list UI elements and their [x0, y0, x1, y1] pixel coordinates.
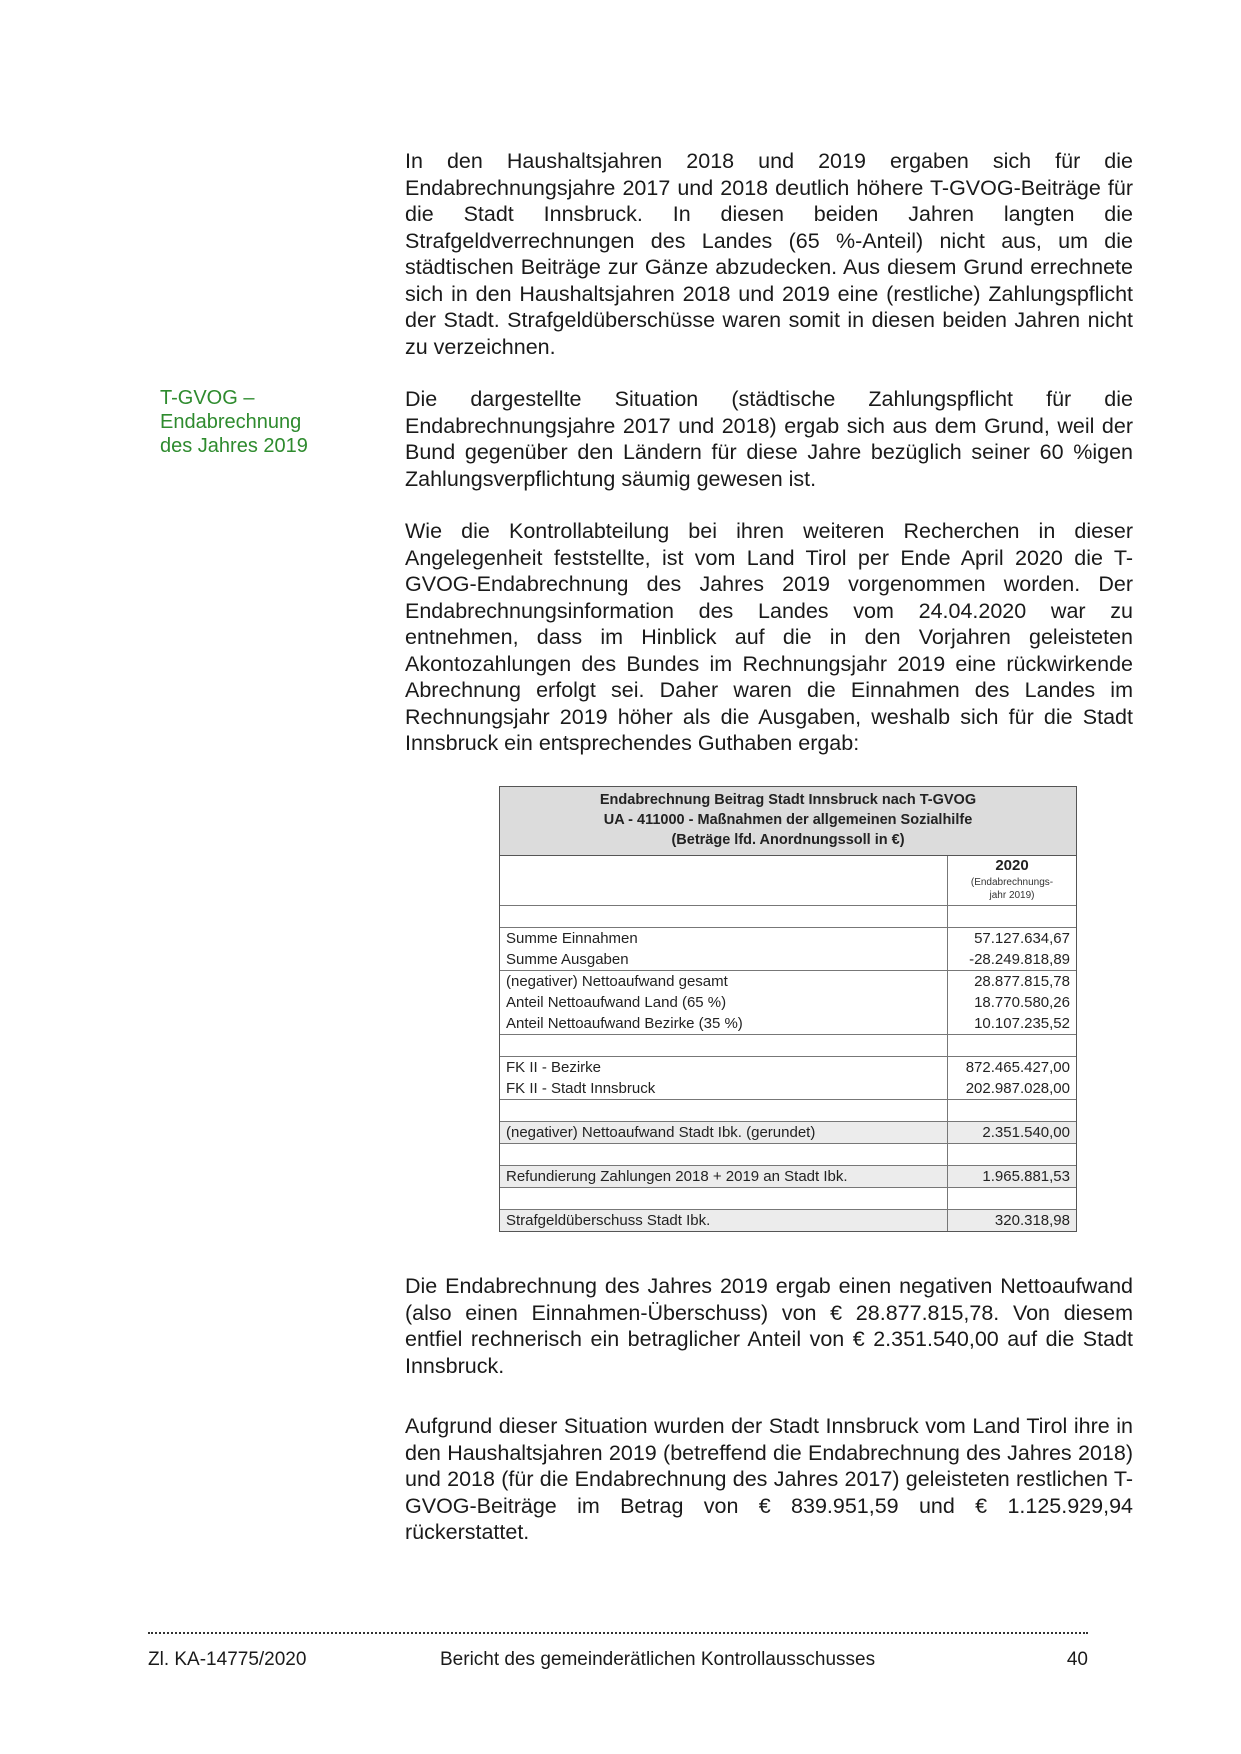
report-title: Bericht des gemeinderätlichen Kontrollausschusses: [440, 1649, 876, 1670]
table-title-line: UA - 411000 - Maßnahmen der allgemeinen Sozialhilfe: [603, 812, 973, 828]
row-label: FK II - Bezirke: [506, 1059, 602, 1076]
row-label: Summe Einnahmen: [506, 930, 638, 947]
row-label: Summe Ausgaben: [506, 951, 629, 968]
spacer-row: [500, 906, 1076, 928]
row-value: 1.965.881,53: [982, 1168, 1070, 1185]
row-value: 10.107.235,52: [974, 1015, 1070, 1032]
margin-note-line: des Jahres 2019: [160, 435, 308, 457]
header-label-cell: [500, 856, 948, 905]
row-label: Anteil Nettoaufwand Bezirke (35 %): [506, 1015, 743, 1032]
settlement-table: [499, 786, 1077, 1232]
table-row: [500, 1057, 1076, 1100]
page-number: 40: [1066, 1649, 1088, 1670]
row-label: FK II - Stadt Innsbruck: [506, 1080, 656, 1097]
year-label: 2020: [995, 857, 1029, 874]
table-row: [500, 928, 1076, 971]
year-sub-label: jahr 2019): [989, 890, 1035, 901]
row-label: (negativer) Nettoaufwand Stadt Ibk. (gerundet): [506, 1124, 816, 1141]
paragraph-3: Wie die Kontrollabteilung bei ihren weiteren Recherchen in dieser Angelegenheit feststellte, ist vom Land Tirol per Ende April 2020 die T-GVOG-Endabrechnung des Jahres 2019 vorgenommen worden. Der Endabrechnungsinformation des Landes vom 24.04.2020 war zu entnehmen, dass im Hinblick auf die in den Vorjahren geleisteten Akontozahlungen des Bundes im Rechnungsjahr 2019 eine rückwirkende Abrechnung erfolgt sei. Daher waren die Einnahmen des Landes im Rechnungsjahr 2019 höher als die Ausgaben, weshalb sich für die Stadt Innsbruck ein entsprechendes Guthaben ergab:: [405, 519, 1133, 755]
table-header-row: [500, 856, 1076, 906]
spacer-row: [500, 1188, 1076, 1210]
year-sub-label: (Endabrechnungs-: [970, 877, 1054, 888]
spacer-row: [500, 1144, 1076, 1166]
row-value: -28.249.818,89: [969, 951, 1070, 968]
row-value: 57.127.634,67: [974, 930, 1070, 947]
row-value: 320.318,98: [994, 1212, 1070, 1229]
year-header-cell: [948, 856, 1076, 905]
spacer-row: [500, 1100, 1076, 1122]
paragraph-4: Die Endabrechnung des Jahres 2019 ergab einen negativen Nettoaufwand (also einen Einnahmen-Überschuss) von € 28.877.815,78. Von diesem entfiel rechnerisch ein betraglicher Anteil von € 2.351.540,00 auf die Stadt Innsbruck.: [405, 1274, 1133, 1378]
paragraph-1: In den Haushaltsjahren 2018 und 2019 ergaben sich für die Endabrechnungsjahre 2017 und 2018 deutlich höhere T-GVOG-Beiträge für die Stadt Innsbruck. In diesen beiden Jahren langten die Strafgeldverrechnungen des Landes (65 %-Anteil) nicht aus, um die städtischen Beiträge zur Gänze abzudecken. Aus diesem Grund errechnete sich in den Haushaltsjahren 2018 und 2019 eine (restliche) Zahlungspflicht der Stadt. Strafgeldüberschüsse waren somit in diesen beiden Jahren nicht zu verzeichnen.: [405, 149, 1133, 359]
footer-divider: [148, 1626, 1088, 1634]
row-label: Strafgeldüberschuss Stadt Ibk.: [506, 1212, 711, 1229]
margin-note: [160, 386, 350, 458]
paragraph-2: Die dargestellte Situation (städtische Zahlungspflicht für die Endabrechnungsjahre 2017 und 2018) ergab sich aus dem Grund, weil der Bund gegenüber den Ländern für diese Jahre bezüglich seiner 60 %igen Zahlungsverpflichtung säumig gewesen ist.: [405, 387, 1133, 491]
row-value: 202.987.028,00: [965, 1080, 1070, 1097]
row-value: 2.351.540,00: [982, 1124, 1070, 1141]
paragraph-5: Aufgrund dieser Situation wurden der Stadt Innsbruck vom Land Tirol ihre in den Haushaltsjahren 2019 (betreffend die Endabrechnung des Jahres 2018) und 2018 (für die Endabrechnung des Jahres 2017) geleisteten restlichen T-GVOG-Beiträge im Betrag von € 839.951,59 und € 1.125.929,94 rückerstattet.: [405, 1414, 1133, 1544]
margin-note-line: Endabrechnung: [160, 411, 302, 433]
margin-note-line: T-GVOG –: [160, 387, 255, 409]
table-title-line: Endabrechnung Beitrag Stadt Innsbruck nach T-GVOG: [599, 792, 977, 808]
table-row: [500, 971, 1076, 1035]
document-reference: Zl. KA-14775/2020: [148, 1649, 307, 1670]
spacer-row: [500, 1035, 1076, 1057]
table-row: [500, 1166, 1076, 1188]
table-row: [500, 1210, 1076, 1231]
row-label: (negativer) Nettoaufwand gesamt: [506, 973, 728, 990]
row-value: 18.770.580,26: [974, 994, 1070, 1011]
row-label: Anteil Nettoaufwand Land (65 %): [506, 994, 727, 1011]
table-title: [500, 787, 1076, 856]
table-row: [500, 1122, 1076, 1144]
row-value: 28.877.815,78: [974, 973, 1070, 990]
row-label: Refundierung Zahlungen 2018 + 2019 an Stadt Ibk.: [506, 1168, 848, 1185]
table-title-line: (Beträge lfd. Anordnungssoll in €): [671, 832, 905, 848]
row-value: 872.465.427,00: [965, 1059, 1070, 1076]
